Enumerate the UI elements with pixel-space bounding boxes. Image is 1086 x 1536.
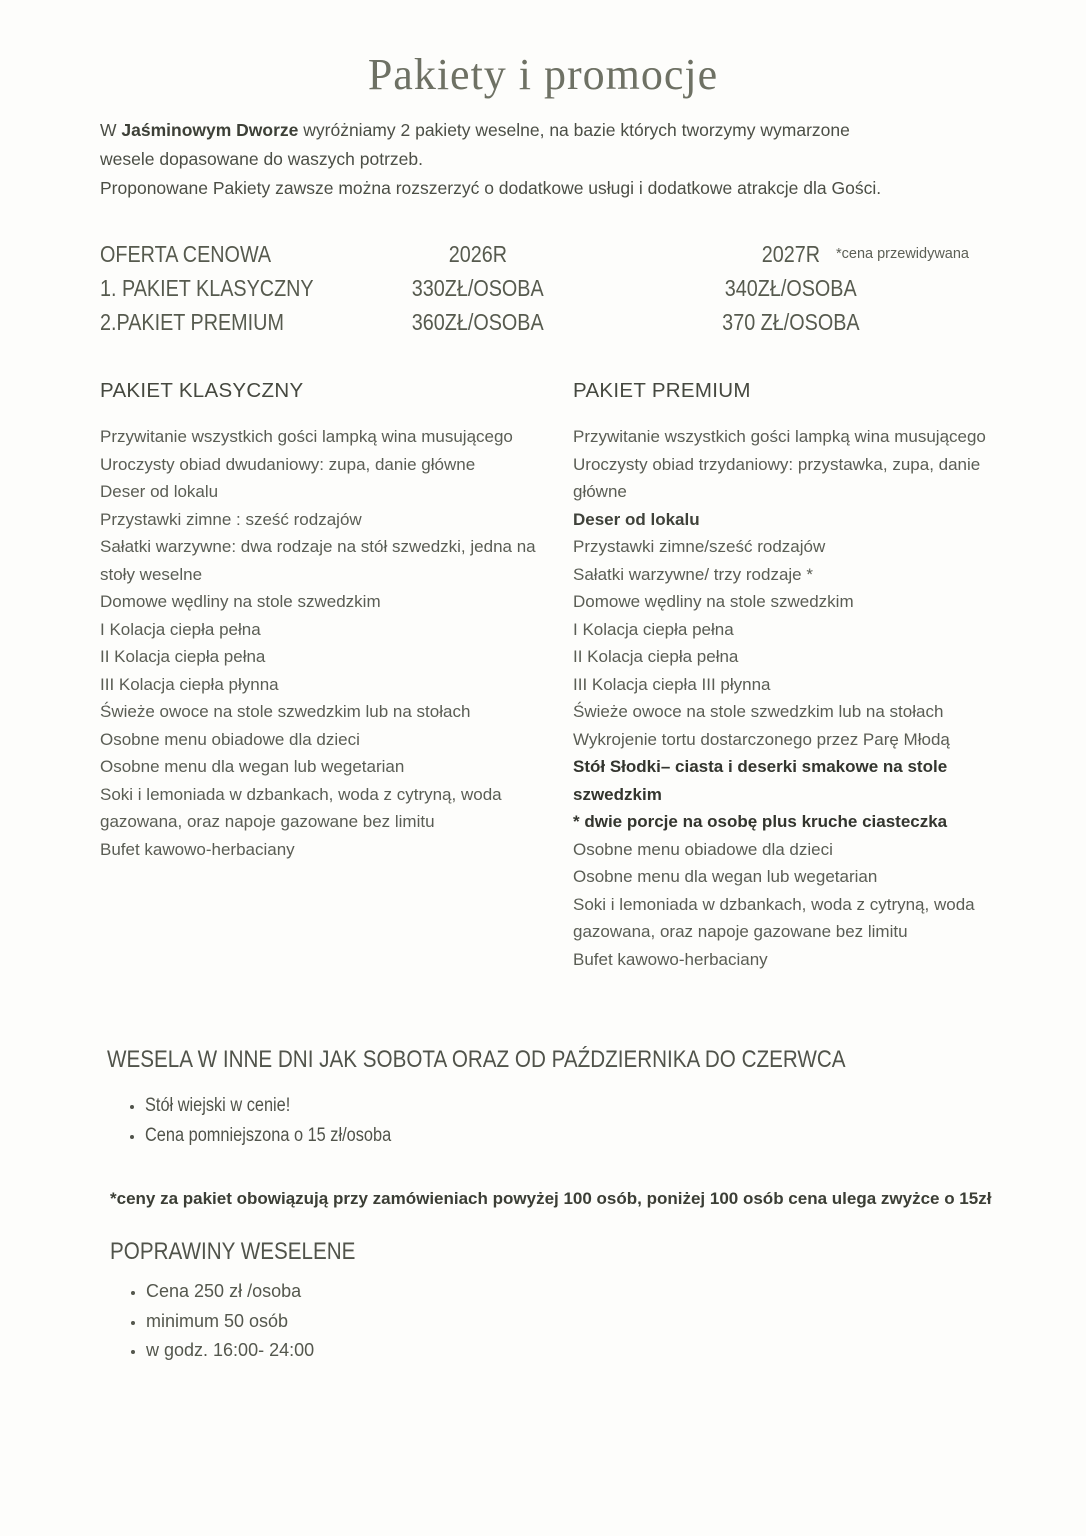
package-item: * dwie porcje na osobę plus kruche ciasteczka	[573, 812, 948, 831]
package-item: Osobne menu obiadowe dla dzieci	[573, 839, 833, 859]
other-days-item: • Stół wiejski w cenie!	[145, 1091, 1086, 1121]
pricing-row-name: 1. PAKIET KLASYCZNY	[100, 275, 314, 301]
package-item: Osobne menu obiadowe dla dzieci	[100, 729, 360, 749]
other-days-item: • Cena pomniejszona o 15 zł/osoba	[145, 1121, 1086, 1151]
package-item: Przystawki zimne/sześć rodzajów	[573, 537, 826, 556]
package-item: Świeże owoce na stole szwedzkim lub na stołach	[100, 702, 471, 721]
pricing-header-label: OFERTA CENOWA	[100, 241, 272, 267]
package-item: Uroczysty obiad trzydaniowy: przystawka, zupa, danie główne	[573, 454, 981, 501]
intro-line-2: wesele dopasowane do waszych potrzeb.	[100, 149, 423, 169]
package-item: Świeże owoce na stole szwedzkim lub na stołach	[573, 702, 944, 721]
pricing-row-premium	[100, 305, 1086, 339]
other-days-list	[123, 1091, 1086, 1151]
intro-line-1	[100, 116, 986, 145]
afterparty-item: • w godz. 16:00- 24:00	[146, 1336, 1086, 1366]
package-item: Bufet kawowo-herbaciany	[573, 949, 768, 969]
premium-package-column	[573, 379, 1046, 973]
package-item: Domowe wędliny na stole szwedzkim	[100, 592, 381, 611]
package-item: Uroczysty obiad dwudaniowy: zupa, danie główne	[100, 454, 476, 474]
afterparty-list	[124, 1277, 1086, 1366]
package-item: I Kolacja ciepła pełna	[573, 619, 734, 639]
package-item: Przystawki zimne : sześć rodzajów	[100, 509, 362, 529]
package-item: Przywitanie wszystkich gości lampką wina musującego	[100, 427, 513, 446]
premium-package-title: PAKIET PREMIUM	[573, 379, 751, 402]
intro-line-1-rest: wyróżniamy 2 pakiety weselne, na bazie których tworzymy wymarzone	[298, 120, 850, 140]
intro-line-3: Proponowane Pakiety zawsze można rozszerzyć o dodatkowe usługi i dodatkowe atrakcje dla Gości.	[100, 178, 882, 198]
package-item: Sałatki warzywne/ trzy rodzaje *	[573, 564, 813, 584]
pricing-row-price-2026: 360ZŁ/OSOBA	[411, 309, 544, 335]
afterparty-item: • minimum 50 osób	[146, 1307, 1086, 1337]
classic-package-title: PAKIET KLASYCZNY	[100, 379, 304, 402]
package-item: Soki i lemoniada w dzbankach, woda z cytryną, woda gazowana, oraz napoje gazowane bez limitu	[100, 784, 502, 831]
page-title: Pakiety i promocje	[367, 50, 719, 99]
package-item: I Kolacja ciepła pełna	[100, 619, 261, 639]
pricing-row-price-2027: 340ZŁ/OSOBA	[725, 275, 857, 301]
pricing-table	[100, 237, 1086, 339]
pricing-row-price-2027: 370 ZŁ/OSOBA	[722, 309, 860, 335]
pricing-row-classic	[100, 271, 1086, 305]
intro-text	[100, 116, 986, 203]
premium-package-list	[573, 423, 1046, 973]
other-days-section	[107, 1045, 1086, 1151]
package-item: III Kolacja ciepła III płynna	[573, 674, 771, 694]
classic-package-column	[100, 379, 573, 863]
minimum-guests-price-note: *ceny za pakiet obowiązują przy zamówieniach powyżej 100 osób, poniżej 100 osób cena ulega zwyżce o 15zł	[110, 1189, 992, 1208]
package-item: III Kolacja ciepła płynna	[100, 674, 279, 694]
afterparty-item: • Cena 250 zł /osoba	[146, 1277, 1086, 1307]
classic-package-list	[100, 423, 573, 863]
pricing-row-price-2026: 330ZŁ/OSOBA	[411, 275, 544, 301]
pricing-header-year-2026: 2026R	[448, 241, 507, 267]
package-item: Osobne menu dla wegan lub wegetarian	[100, 757, 405, 776]
package-item: Wykrojenie tortu dostarczonego przez Parę Młodą	[573, 729, 950, 749]
package-item: Deser od lokalu	[100, 482, 219, 501]
intro-prefix: W	[100, 120, 122, 140]
afterparty-title: POPRAWINY WESELENE	[110, 1238, 356, 1265]
package-item: Osobne menu dla wegan lub wegetarian	[573, 867, 878, 886]
package-item: Sałatki warzywne: dwa rodzaje na stół szwedzki, jedna na stoły weselne	[100, 537, 536, 584]
package-item: Soki i lemoniada w dzbankach, woda z cytryną, woda gazowana, oraz napoje gazowane bez limitu	[573, 894, 975, 941]
package-item: Stół Słodki– ciasta i deserki smakowe na stole szwedzkim	[573, 757, 948, 804]
pricing-row-name: 2.PAKIET PREMIUM	[100, 309, 284, 335]
price-forecast-note: *cena przewidywana	[836, 246, 969, 262]
venue-name: Jaśminowym Dworze	[121, 120, 299, 140]
packages-columns	[0, 339, 1086, 973]
package-item: Przywitanie wszystkich gości lampką wina musującego	[573, 427, 986, 446]
package-item: II Kolacja ciepła pełna	[100, 647, 266, 666]
other-days-title: WESELA W INNE DNI JAK SOBOTA ORAZ OD PAŹDZIERNIKA DO CZERWCA	[107, 1046, 846, 1073]
pricing-header-row	[100, 237, 1086, 271]
pricing-header-year-2027: 2027R *cena przewidywana	[761, 241, 969, 267]
afterparty-section	[110, 1237, 1086, 1366]
package-item: Bufet kawowo-herbaciany	[100, 839, 295, 859]
package-item: Deser od lokalu	[573, 509, 700, 529]
package-item: Domowe wędliny na stole szwedzkim	[573, 592, 854, 611]
package-item: II Kolacja ciepła pełna	[573, 647, 739, 666]
